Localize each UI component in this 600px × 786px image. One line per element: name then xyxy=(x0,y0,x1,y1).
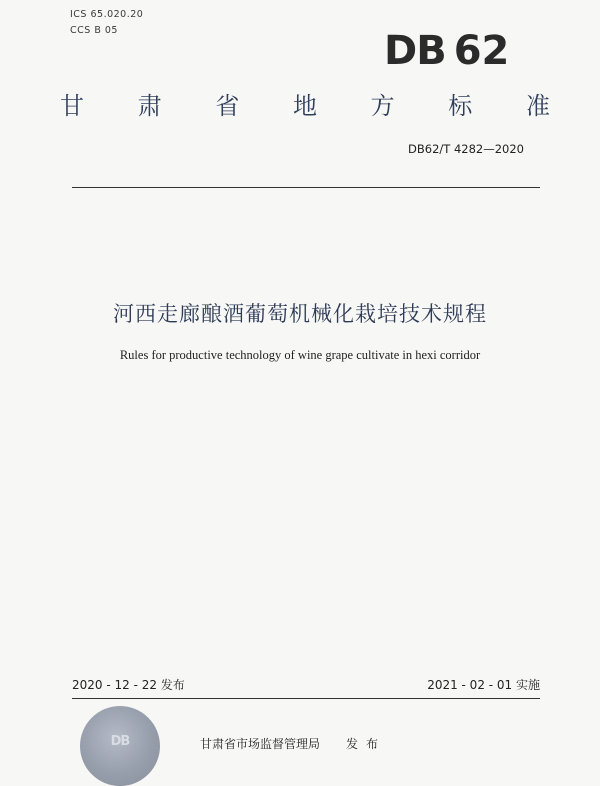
standard-kind-char: 方 xyxy=(370,92,395,120)
db-logo xyxy=(384,28,509,74)
official-seal xyxy=(80,706,160,786)
ics-code: ICS 65.020.20 xyxy=(70,9,144,20)
implementation-date: 2021 - 02 - 01 实施 xyxy=(427,678,540,692)
document-title-english: Rules for productive technology of wine grape cultivate in hexi corridor xyxy=(119,348,481,362)
standard-kind-char: 准 xyxy=(525,92,550,120)
standard-number: DB62/T 4282—2020 xyxy=(408,142,524,156)
ccs-code: CCS B 05 xyxy=(70,25,118,36)
issue-date: 2020 - 12 - 22 发布 xyxy=(72,678,185,692)
standard-kind-char: 甘 xyxy=(60,92,84,120)
publish-label: 发布 xyxy=(346,737,387,751)
seal-mark: DB xyxy=(110,734,130,749)
publisher-line xyxy=(200,735,386,752)
document-title-chinese: 河西走廊酿酒葡萄机械化栽培技术规程 xyxy=(113,302,487,326)
header-divider xyxy=(72,187,540,188)
standard-kind-char: 标 xyxy=(448,92,473,120)
footer-divider xyxy=(72,698,540,699)
standard-kind-char: 地 xyxy=(292,92,317,120)
standard-kind-char: 省 xyxy=(215,92,240,120)
db-logo-code: 62 xyxy=(453,28,510,74)
publisher-name: 甘肃省市场监督管理局 xyxy=(200,737,321,751)
standard-kind-heading xyxy=(60,86,550,121)
standard-kind-char: 肃 xyxy=(137,92,162,120)
db-logo-prefix: DB xyxy=(384,28,446,74)
